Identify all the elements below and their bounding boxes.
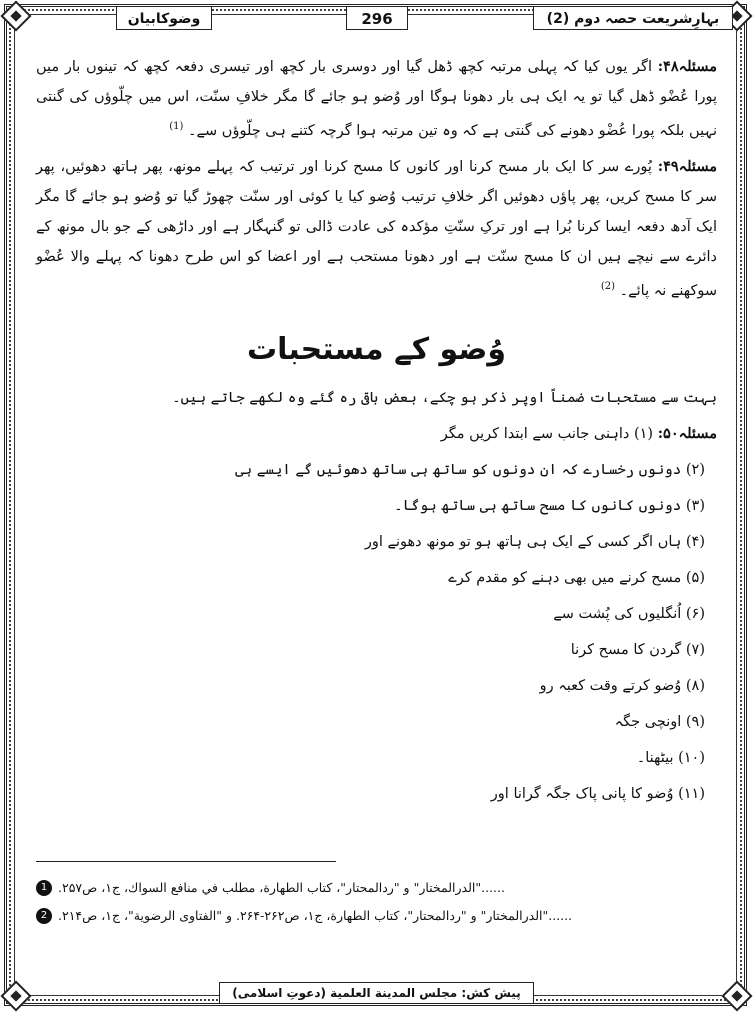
list-item: (۶) اُنگلیوں کی پُشت سے (553, 605, 705, 622)
intro-text: بہت سے مستحبات ضمناً اوپر ذکر ہو چکے، بعض باقی رہ گئے وہ لکھے جاتے ہیں۔ (172, 389, 717, 406)
footnote-ref: (1) (169, 121, 184, 132)
footnote-text: ......"الدرالمختار" و "ردالمحتار"، كتاب الطهارة، مطلب في منافع السواك، ج۱، ص۲۵۷. (58, 880, 505, 895)
masala-text: اگر یوں کیا کہ پہلی مرتبہ کچھ ڈھل گیا اور دوسری بار کچھ اور تیسری دفعہ کچھ کہ تینوں بار میں پورا عُضْو ڈھل گیا تو یہ ایک ہی بار دھونا ہوگا اور وُضو ہو جائے گا مگر خلافِ سنّت، اس میں چلّوؤں کی گنتی نہیں بلکہ پورا عُضْو دھونے کی گنتی ہے کہ وہ تین مرتبہ ہوا گرچہ کتنے ہی چلّوؤں سے۔ (36, 59, 717, 139)
footnote-ref: (2) (600, 280, 616, 292)
page-footer (0, 982, 753, 1004)
footnote-separator (36, 861, 336, 862)
footnote-text: ......"الدرالمختار" و "ردالمحتار"، كتاب الطهارة، ج۱، ص۲۶۲-۲۶۴. و "الفتاوى الرضوية"، ج۱، ص۲۱۴. (58, 908, 573, 923)
masala-text: پُورے سر کا ایک بار مسح کرنا اور کانوں کا مسح کرنا اور ترتیب کہ پہلے مونھ، پھر ہاتھ دھوئیں، پھر سر کا مسح کریں، پھر پاؤں دھوئیں اگر خلافِ ترتیب وُضو کیا یا کوئی اور سنّت چھوڑ گیا تو وُضو ہو جائے گا مگر ایک آدھ دفعہ ایسا کرنا بُرا ہے اور ترکِ سنّتِ مؤکدہ کی عادت ڈالی تو گنہگار ہے اور داڑھی کے جو بال مونھ کے دائرے سے نیچے ہیں ان کا مسح سنّت ہے اور دھونا مستحب ہے اور اعضا کو اس طرح دھونا کہ پہلے والا عُضْو سوکھنے نہ پائے۔ (36, 158, 717, 299)
list-item: (۷) گردن کا مسح کرنا (570, 641, 705, 658)
masala-49 (36, 152, 717, 306)
footnote-number: 1 (36, 880, 52, 896)
masala-label: مسئلہ۵۰: (657, 424, 717, 442)
page-number: 296 (346, 6, 408, 30)
list-item: (۸) وُضو کرتے وقت کعبہ رو (539, 677, 705, 694)
list-item: (۱۱) وُضو کا پانی پاک جگہ گرانا اور (490, 785, 705, 802)
masala-50 (36, 416, 717, 812)
book-title: بہارِشریعت حصہ دوم (2) (533, 6, 733, 30)
footnote-item (36, 874, 717, 902)
list-item: (۹) اونچی جگہ (614, 713, 705, 730)
section-heading: وُضو کے مستحبات (247, 331, 506, 367)
publisher-credit: پیش کش: مجلس المدينة العلمية (دعوتِ اسلامی) (219, 982, 533, 1004)
list-item: (۲) دونوں رخسارے کہ ان دونوں کو ساتھ ہی ساتھ دھوئیں گے ایسے ہی (235, 461, 705, 478)
list-item: (۵) مسح کرنے میں بھی دہنے کو مقدم کرے (448, 569, 705, 586)
footnote-item (36, 902, 717, 930)
list-item: (۱۰) بیٹھنا۔ (636, 749, 705, 766)
footnotes (36, 874, 717, 930)
footnote-number: 2 (36, 908, 52, 924)
list-item (36, 416, 717, 452)
page-header (20, 6, 733, 32)
page-content (36, 52, 717, 812)
chapter-title: وضوکابیان (116, 6, 212, 30)
masala-48 (36, 52, 717, 146)
masala-item: (۱) داہنی جانب سے ابتدا کریں مگر (440, 425, 654, 442)
masala-label: مسئلہ۴۸: (657, 58, 717, 75)
list-item: (۳) دونوں کانوں کا مسح ساتھ ہی ساتھ ہوگا۔ (394, 497, 705, 514)
masala-label: مسئلہ۴۹: (657, 157, 718, 175)
list-item: (۴) ہاں اگر کسی کے ایک ہی ہاتھ ہو تو مونھ دھونے اور (364, 533, 705, 550)
